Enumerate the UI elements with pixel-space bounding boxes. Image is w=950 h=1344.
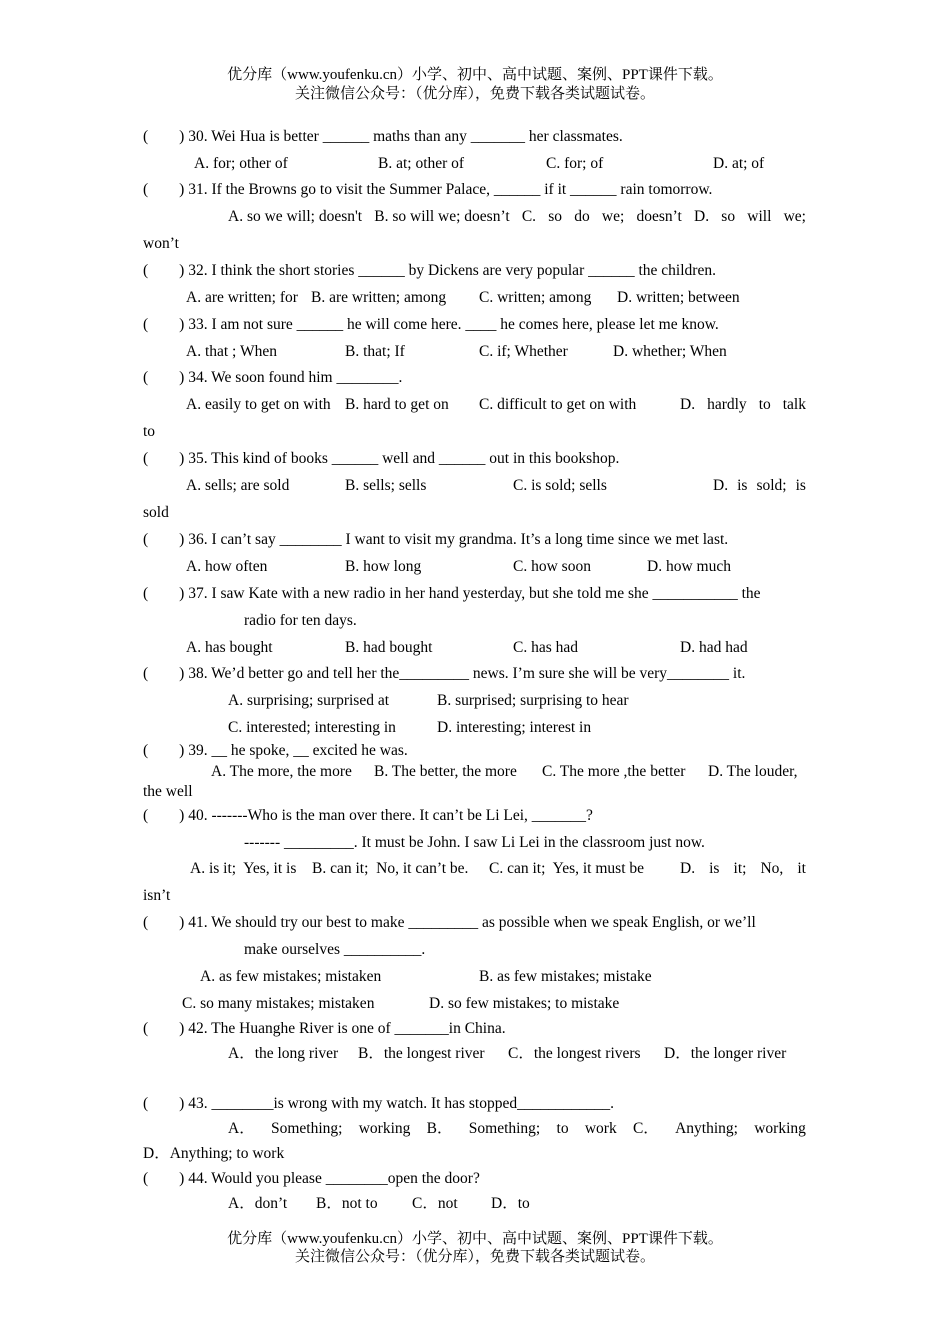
question-44-option-d: D．to [491, 1195, 530, 1212]
question-42-stem: ( ) 42. The Huanghe River is one of _______in China. [143, 1020, 506, 1037]
question-38-stem: ( ) 38. We’d better go and tell her the_________ news. I’m sure she will be very________ it. [143, 665, 746, 682]
question-40-option-a: A. is it; Yes, it is [190, 860, 297, 877]
question-40-wrap: isn’t [143, 887, 171, 904]
question-41-option-d: D. so few mistakes; to mistake [429, 995, 620, 1012]
question-34-option-a: A. easily to get on with [186, 396, 331, 413]
question-32-option-c: C. written; among [479, 289, 592, 306]
question-30-option-b: B. at; other of [378, 155, 465, 172]
option-token: is [795, 477, 806, 494]
option-token: D. [680, 396, 696, 413]
option-token: working [358, 1120, 411, 1137]
option-token: hardly [707, 396, 747, 413]
question-35-wrap: sold [143, 504, 169, 521]
question-42-option-d: D．the longer river [664, 1045, 787, 1062]
option-token: we; [601, 208, 625, 225]
question-37-option-b: B. had bought [345, 639, 433, 656]
question-44-option-c: C．not [412, 1195, 458, 1212]
question-39-wrap: the well [143, 783, 193, 800]
option-token: D. [713, 477, 729, 494]
question-42-option-a: A．the long river [228, 1045, 339, 1062]
option-token: A. so we will; doesn't [228, 208, 363, 225]
question-37-stem: ( ) 37. I saw Kate with a new radio in her hand yesterday, but she told me she ___________ the [143, 585, 761, 602]
question-33-option-d: D. whether; When [613, 343, 727, 360]
header-line-2: 关注微信公众号：（优分库），免费下载各类试题试卷。 [294, 86, 655, 102]
question-37-continuation: radio for ten days. [244, 612, 357, 629]
option-token: do [574, 208, 590, 225]
question-34-wrap: to [143, 423, 156, 440]
question-34-option-d [680, 397, 806, 413]
option-token: work [584, 1120, 617, 1137]
header-line-1: 优分库（www.youfenku.cn）小学、初中、高中试题、案例、PPT课件下载。 [227, 67, 723, 83]
question-33-option-a: A. that ; When [186, 343, 277, 360]
question-30-option-d: D. at; of [713, 155, 765, 172]
question-40-option-c: C. can it; Yes, it must be [489, 860, 645, 877]
option-token: we; [783, 208, 806, 225]
question-38-option-d: D. interesting; interest in [437, 719, 592, 736]
option-token: is [737, 477, 748, 494]
question-44-option-a: A．don’t [228, 1195, 288, 1212]
question-33-option-c: C. if; Whether [479, 343, 568, 360]
option-token: so [721, 208, 736, 225]
question-35-option-b: B. sells; sells [345, 477, 427, 494]
option-token: No, [760, 860, 784, 877]
question-40-stem: ( ) 40. -------Who is the man over there. It can’t be Li Lei, _______? [143, 807, 593, 824]
option-token: working [754, 1120, 806, 1137]
option-token: it [797, 860, 806, 877]
question-30-stem: ( ) 30. Wei Hua is better ______ maths than any _______ her classmates. [143, 128, 623, 145]
option-token: doesn’t [636, 208, 682, 225]
option-token: is [709, 860, 720, 877]
option-token: C． [632, 1120, 659, 1137]
option-token: Anything; [675, 1120, 738, 1137]
option-token: A． [228, 1120, 255, 1137]
question-35-stem: ( ) 35. This kind of books ______ well and ______ out in this bookshop. [143, 450, 620, 467]
option-token: to [758, 396, 771, 413]
option-token: B． [426, 1120, 453, 1137]
question-30-option-c: C. for; of [546, 155, 604, 172]
option-token: so [548, 208, 563, 225]
option-token: to [556, 1120, 569, 1137]
question-36-option-a: A. how often [186, 558, 268, 575]
question-41-stem: ( ) 41. We should try our best to make _________ as possible when we speak English, or we’ll [143, 914, 756, 931]
option-token: Something; [270, 1120, 343, 1137]
question-32-option-a: A. are written; for [186, 289, 298, 306]
question-31-wrap: won’t [143, 235, 179, 252]
option-token: B. so will we; doesn’t [374, 208, 510, 225]
question-36-option-b: B. how long [345, 558, 422, 575]
question-33-stem: ( ) 33. I am not sure ______ he will come here. ____ he comes here, please let me know. [143, 316, 719, 333]
question-33-option-b: B. that; If [345, 343, 405, 360]
question-32-option-b: B. are written; among [311, 289, 447, 306]
question-43-wrap: D．Anything; to work [143, 1145, 285, 1162]
question-39-option-a: A. The more, the more [211, 763, 352, 780]
question-34-option-c: C. difficult to get on with [479, 396, 637, 413]
question-39-option-b: B. The better, the more [374, 763, 517, 780]
question-36-option-d: D. how much [647, 558, 731, 575]
option-token: Something; [468, 1120, 541, 1137]
question-32-option-d: D. written; between [617, 289, 740, 306]
option-token: C. [521, 208, 537, 225]
question-38-option-c: C. interested; interesting in [228, 719, 396, 736]
question-42-option-c: C．the longest rivers [508, 1045, 641, 1062]
option-token: will [747, 208, 772, 225]
question-37-option-d: D. had had [680, 639, 748, 656]
question-43-stem: ( ) 43. ________is wrong with my watch. It has stopped____________. [143, 1095, 614, 1112]
question-34-option-b: B. hard to get on [345, 396, 449, 413]
question-31-stem: ( ) 31. If the Browns go to visit the Summer Palace, ______ if it ______ rain tomorrow. [143, 181, 713, 198]
question-38-option-a: A. surprising; surprised at [228, 692, 390, 709]
question-37-option-c: C. has had [513, 639, 579, 656]
question-41-option-a: A. as few mistakes; mistaken [200, 968, 382, 985]
question-41-option-b: B. as few mistakes; mistake [479, 968, 652, 985]
question-31-options [228, 209, 806, 225]
question-39-option-d: D. The louder, [708, 763, 798, 780]
question-40-continuation: ------- _________. It must be John. I saw Li Lei in the classroom just now. [244, 834, 705, 851]
question-41-continuation: make ourselves __________. [244, 941, 426, 958]
option-token: it; [733, 860, 747, 877]
question-37-option-a: A. has bought [186, 639, 273, 656]
option-token: talk [782, 396, 806, 413]
question-44-stem: ( ) 44. Would you please ________open the door? [143, 1170, 480, 1187]
question-34-stem: ( ) 34. We soon found him ________. [143, 369, 403, 386]
option-token: D. [694, 208, 710, 225]
question-43-options [228, 1121, 806, 1137]
question-36-option-c: C. how soon [513, 558, 591, 575]
question-41-option-c: C. so many mistakes; mistaken [182, 995, 375, 1012]
question-36-stem: ( ) 36. I can’t say ________ I want to visit my grandma. It’s a long time since we met last. [143, 531, 729, 548]
question-30-option-a: A. for; other of [194, 155, 288, 172]
footer-line-1: 优分库（www.youfenku.cn）小学、初中、高中试题、案例、PPT课件下载。 [227, 1231, 723, 1247]
question-39-stem: ( ) 39. __ he spoke, __ excited he was. [143, 742, 408, 759]
question-44-option-b: B．not to [316, 1195, 378, 1212]
footer-line-2: 关注微信公众号：（优分库），免费下载各类试题试卷。 [294, 1249, 655, 1265]
question-40-option-d [680, 861, 806, 877]
question-39-option-c: C. The more ,the better [542, 763, 686, 780]
question-38-option-b: B. surprised; surprising to hear [437, 692, 629, 709]
option-token: sold; [756, 477, 787, 494]
question-35-option-d [713, 478, 806, 494]
question-35-option-c: C. is sold; sells [513, 477, 607, 494]
question-42-option-b: B．the longest river [358, 1045, 485, 1062]
question-40-option-b: B. can it; No, it can’t be. [312, 860, 469, 877]
option-token: D. [680, 860, 696, 877]
question-32-stem: ( ) 32. I think the short stories ______ by Dickens are very popular ______ the children. [143, 262, 716, 279]
question-35-option-a: A. sells; are sold [186, 477, 290, 494]
